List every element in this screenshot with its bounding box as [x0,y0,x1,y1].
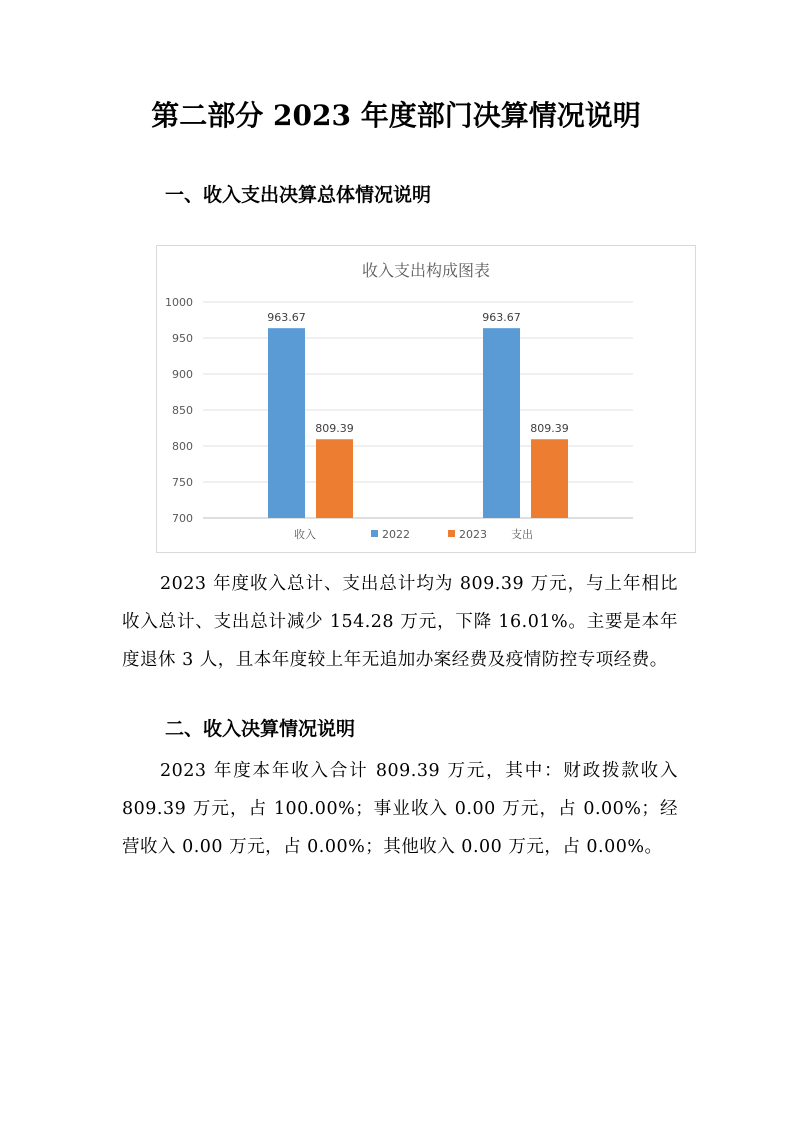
data-label: 809.39 [530,422,569,436]
section-heading-income: 二、收入决算情况说明 [165,718,356,740]
chart-title: 收入支出构成图表 [361,261,491,280]
legend-swatch [448,530,455,537]
section1-paragraph: 2023 年度收入总计、支出总计均为 809.39 万元，与上年相比收入总计、支出总计减少 154.28 万元，下降 16.01%。主要是本年度退休 3 人，且本年度较上年无追加办案经费及疫情防控专项经费。 [122,574,678,670]
chart-gridlines [203,302,633,518]
y-tick-label: 850 [172,404,193,417]
legend-label: 2023 [459,528,487,541]
chart-bars [268,328,568,518]
income-expense-chart [156,245,696,553]
chart-canvas [157,246,695,552]
page-title: 第二部分 2023 年度部门决算情况说明 [151,99,641,132]
y-tick-label: 950 [172,332,193,345]
chart-data-labels [267,311,569,435]
bar-2023-2 [531,439,568,518]
bar-2023-1 [316,439,353,518]
data-label: 809.39 [315,422,354,436]
y-tick-label: 800 [172,440,193,453]
data-label: 963.67 [267,311,306,325]
x-axis-categories [294,527,533,541]
data-label: 963.67 [482,311,521,325]
y-tick-label: 900 [172,368,193,381]
y-axis-ticks [165,296,193,525]
section-heading-overview: 一、收入支出决算总体情况说明 [165,184,432,206]
bar-2022-2 [483,328,520,518]
x-category-label: 支出 [511,528,533,541]
chart-legend [371,528,487,541]
section2-paragraph: 2023 年度本年收入合计 809.39 万元，其中：财政拨款收入 809.39 万元，占 100.00%；事业收入 0.00 万元，占 0.00%；经营收入 0.00 万元，占 0.00%；其他收入 0.00 万元，占 0.00%。 [122,761,678,857]
y-tick-label: 1000 [165,296,193,309]
y-tick-label: 700 [172,512,193,525]
legend-label: 2022 [382,528,410,541]
y-tick-label: 750 [172,476,193,489]
x-category-label: 收入 [294,528,316,541]
legend-swatch [371,530,378,537]
bar-2022-1 [268,328,305,518]
